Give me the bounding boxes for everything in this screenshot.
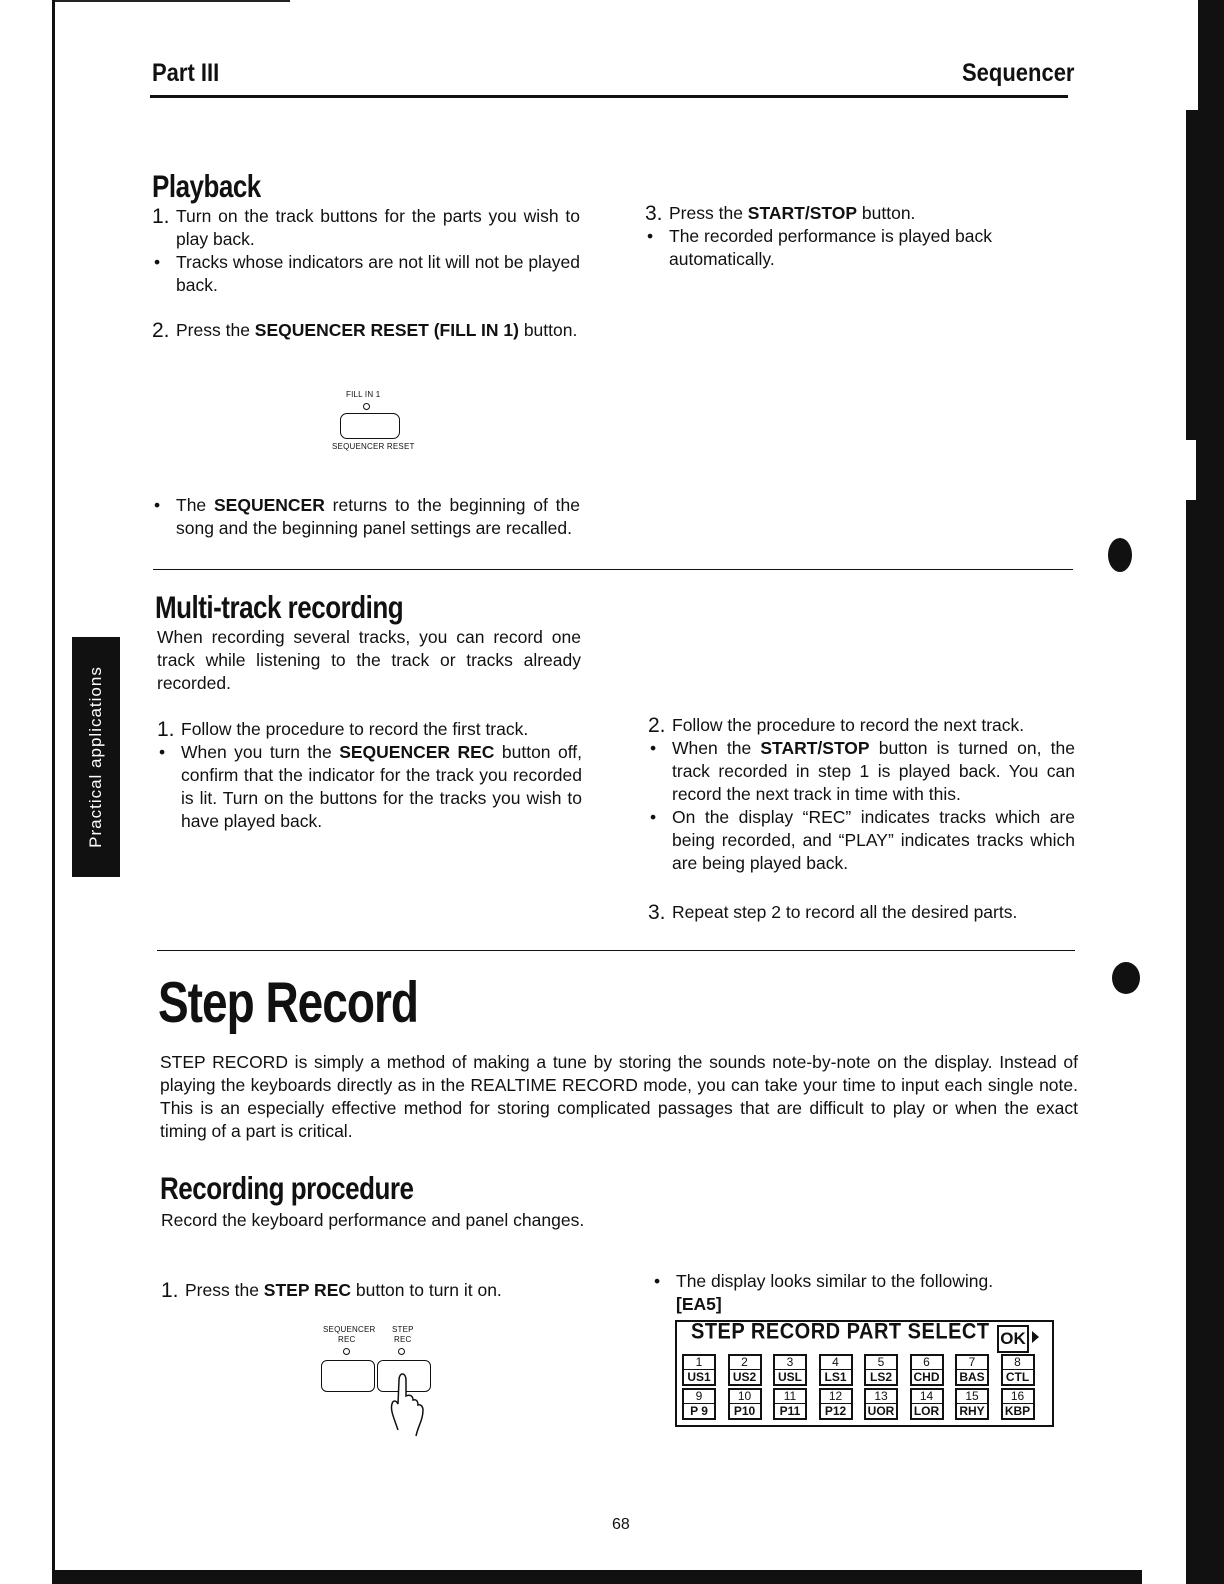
side-tab-label: Practical applications xyxy=(86,666,105,848)
scan-mark xyxy=(1108,538,1132,572)
multitrack-heading: Multi-track recording xyxy=(155,589,404,625)
playback-step-2-bullet: • The SEQUENCER returns to the beginning of the song and the beginning panel settings are recalled. xyxy=(152,494,580,540)
step-number: 3. xyxy=(648,901,666,924)
step-record-heading: Step Record xyxy=(158,969,418,1035)
sequencer-reset-button[interactable] xyxy=(340,413,400,439)
multitrack-step-2: 2. Follow the procedure to record the next track. xyxy=(648,714,1025,737)
part-number: 15 xyxy=(965,1389,979,1403)
part-number: 7 xyxy=(968,1355,976,1369)
part-select-cell[interactable] xyxy=(773,1354,807,1386)
step-rec-label: REC xyxy=(394,1335,412,1344)
part-code: LS1 xyxy=(821,1369,851,1384)
part-select-cell[interactable] xyxy=(773,1388,807,1420)
step-record-intro: STEP RECORD is simply a method of making a tune by storing the sounds note-by-note on the display. Instead of playing the keyboards directly as in the REALTIME RECORD mode, you can take your time to input each single note. This is an especially effective method for storing complicated passages that are difficult to play or when the exact timing of a part is critical. xyxy=(160,1052,1078,1141)
page-number: 68 xyxy=(612,1516,630,1533)
step-text: Turn on the track buttons for the parts you wish to play back. xyxy=(176,206,580,249)
display-title: STEP RECORD PART SELECT xyxy=(691,1320,990,1345)
multitrack-step-1-bullet: • When you turn the SEQUENCER REC button off, confirm that the indicator for the track you recorded is lit. Turn on the buttons for the tracks you wish to have played back. xyxy=(157,741,582,833)
part-select-cell[interactable] xyxy=(910,1388,944,1420)
step-number: 2. xyxy=(648,714,666,737)
sequencer-rec-label: REC xyxy=(338,1335,356,1344)
playback-step-2-bullet-block xyxy=(152,494,580,540)
recording-procedure-right-column xyxy=(652,1270,1072,1316)
step-rec-indicator xyxy=(398,1348,405,1355)
part-select-cell[interactable] xyxy=(864,1354,898,1386)
multitrack-step-2-bullet-2: • On the display “REC” indicates tracks which are being recorded, and “PLAY” indicates tracks which are being played back. xyxy=(648,806,1075,875)
part-select-cell[interactable] xyxy=(955,1354,989,1386)
part-select-cell[interactable] xyxy=(682,1388,716,1420)
part-select-cell[interactable] xyxy=(864,1388,898,1420)
part-select-cell[interactable] xyxy=(728,1388,762,1420)
part-number: 10 xyxy=(737,1389,752,1403)
playback-heading: Playback xyxy=(152,168,261,204)
multitrack-step-3: 3. Repeat step 2 to record all the desired parts. xyxy=(648,901,1018,924)
step-number: 1. xyxy=(157,718,175,741)
step-number: 1. xyxy=(161,1279,179,1302)
part-number: 11 xyxy=(783,1389,797,1403)
part-code: BAS xyxy=(957,1369,987,1384)
sequencer-rec-label: SEQUENCER xyxy=(323,1325,376,1334)
recording-procedure-heading: Recording procedure xyxy=(160,1170,414,1206)
part-number: 6 xyxy=(923,1355,930,1369)
multitrack-right-column xyxy=(648,714,1075,924)
part-code: P11 xyxy=(775,1403,805,1418)
step-rec-label: STEP xyxy=(392,1325,414,1334)
fill-in-label: FILL IN 1 xyxy=(346,390,381,399)
part-code: UOR xyxy=(867,1404,895,1418)
sequencer-rec-indicator xyxy=(343,1348,350,1355)
part-code: CTL xyxy=(1003,1369,1033,1384)
part-number: 13 xyxy=(874,1389,888,1403)
step-number: 2. xyxy=(152,319,170,342)
recording-procedure-step-1-block xyxy=(161,1279,585,1302)
multitrack-left-column xyxy=(157,718,582,833)
part-code: P 9 xyxy=(684,1403,714,1418)
part-number: 12 xyxy=(828,1389,843,1403)
part-code: P10 xyxy=(730,1403,760,1418)
side-tab xyxy=(72,637,120,877)
part-code: USL xyxy=(775,1369,805,1384)
playback-step-3: 3. Press the START/STOP button. xyxy=(645,202,916,225)
step-number: 1. xyxy=(152,205,170,228)
playback-right-column xyxy=(645,202,1070,271)
part-select-cell[interactable] xyxy=(910,1354,944,1386)
display-reference: [EA5] xyxy=(676,1294,722,1314)
part-code: CHD xyxy=(913,1370,940,1384)
part-code: P12 xyxy=(821,1403,851,1418)
recording-procedure-intro: Record the keyboard performance and panel changes. xyxy=(161,1210,585,1230)
playback-step-1-bullet: • Tracks whose indicators are not lit will not be played back. xyxy=(152,251,580,297)
part-number: 4 xyxy=(832,1355,839,1369)
step-record-display xyxy=(675,1320,1054,1427)
header-section: Sequencer xyxy=(962,58,1075,87)
scan-edge-right xyxy=(1142,0,1224,1584)
header-part: Part III xyxy=(152,58,220,87)
part-code: US2 xyxy=(730,1369,760,1384)
part-code: LS2 xyxy=(866,1369,896,1384)
part-select-cell[interactable] xyxy=(728,1354,762,1386)
part-number: 14 xyxy=(919,1389,934,1403)
step-number: 3. xyxy=(645,202,663,225)
part-select-cell[interactable] xyxy=(1001,1354,1035,1386)
fill-in-indicator xyxy=(363,403,370,410)
multitrack-step-1: 1. Follow the procedure to record the first track. xyxy=(157,718,529,741)
part-number: 3 xyxy=(786,1355,794,1369)
display-ok-button[interactable]: OK xyxy=(997,1325,1029,1353)
playback-step-1 xyxy=(152,205,580,251)
part-number: 8 xyxy=(1014,1355,1021,1369)
playback-step-3-bullet: • The recorded performance is played back automatically. xyxy=(645,225,1070,271)
part-code: LOR xyxy=(912,1403,942,1418)
recording-procedure-step-1: 1. Press the STEP REC button to turn it on. xyxy=(161,1279,502,1302)
part-code: KBP xyxy=(1003,1403,1033,1418)
scan-edge-left xyxy=(0,0,55,1584)
header-rule xyxy=(150,95,1068,98)
multitrack-step-2-bullet-1: • When the START/STOP button is turned on, the track recorded in step 1 is played back. You can record the next track in time with this. xyxy=(648,737,1075,806)
part-number: 16 xyxy=(1010,1389,1025,1403)
part-select-cell[interactable] xyxy=(819,1388,853,1420)
part-number: 2 xyxy=(741,1355,748,1369)
part-number: 1 xyxy=(695,1355,703,1369)
sequencer-reset-label: SEQUENCER RESET xyxy=(332,442,415,451)
part-code: RHY xyxy=(957,1403,987,1418)
part-number: 9 xyxy=(695,1389,703,1403)
display-description-bullet: • The display looks similar to the following. xyxy=(652,1270,1072,1293)
part-select-cell[interactable] xyxy=(819,1354,853,1386)
playback-step-2: 2. Press the SEQUENCER RESET (FILL IN 1) button. xyxy=(152,319,578,342)
scan-mark xyxy=(1112,962,1140,994)
display-next-arrow-icon xyxy=(1032,1331,1039,1343)
multitrack-intro: When recording several tracks, you can record one track while listening to the track or tracks already recorded. xyxy=(157,627,581,693)
part-select-cell[interactable] xyxy=(682,1354,716,1386)
pressing-finger-icon xyxy=(380,1366,430,1438)
sequencer-rec-button[interactable] xyxy=(321,1360,375,1392)
part-select-cell[interactable] xyxy=(955,1388,989,1420)
scan-edge-bottom xyxy=(52,1570,1224,1584)
part-number: 5 xyxy=(877,1355,885,1369)
part-select-cell[interactable] xyxy=(1001,1388,1035,1420)
section-divider xyxy=(157,950,1075,951)
part-code: US1 xyxy=(684,1369,714,1384)
section-divider xyxy=(153,569,1073,570)
playback-left-column xyxy=(152,205,580,342)
